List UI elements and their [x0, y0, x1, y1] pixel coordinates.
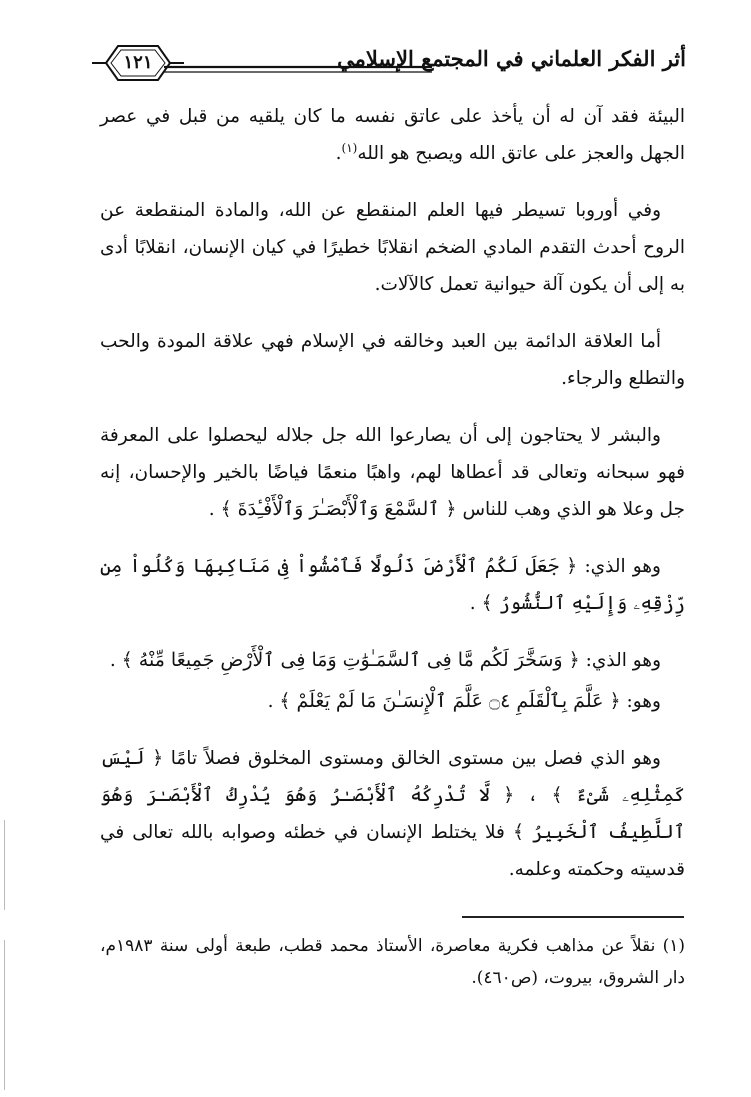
paragraph-7: وهو: ﴿ عَلَّمَ بِٱلْقَلَمِ ۝٤ عَلَّمَ ٱلْإِنسَـٰنَ مَا لَمْ يَعْلَمْ ﴾ . [267, 690, 661, 712]
page-number: ١٢١ [123, 52, 153, 73]
paragraph-3: أما العلاقة الدائمة بين العبد وخالقه في الإسلام فهي علاقة المودة والحب والتطلع والرجاء. [100, 331, 685, 389]
running-title: أثر الفكر العلماني في المجتمع الإسلامي [337, 46, 686, 71]
paragraph-1: البيئة فقد آن له أن يأخذ على عاتق نفسه ما كان يلقيه من قبل في عصر الجهل والعجز على عاتق الله ويصبح هو الله$^{(١)}$. [100, 106, 685, 164]
page-header [92, 40, 692, 90]
paragraph-6: وهو الذي: ﴿ وَسَخَّرَ لَكُم مَّا فِى ٱلسَّمَـٰوَٰتِ وَمَا فِى ٱلْأَرْضِ جَمِيعًا مِّنْهُ ﴾ . [109, 649, 661, 671]
quran-verse: ﴿ جَعَلَ لَكُمُ ٱلْأَرْضَ ذَلُولًا فَٱمْشُواْ فِى مَنَاكِبِهَا وَكُلُواْ مِن رِّزْقِهِۦ وَإِلَيْهِ ٱلنُّشُورُ ﴾ [100, 555, 685, 614]
footnote-separator [462, 916, 684, 918]
footnote-reference: (١) [341, 140, 358, 155]
quran-verse: ﴿ ٱلسَّمْعَ وَٱلْأَبْصَـٰرَ وَٱلْأَفْـِٔدَةَ ﴾ [220, 498, 457, 520]
quran-verse: ﴿ وَسَخَّرَ لَكُم مَّا فِى ٱلسَّمَـٰوَٰتِ وَمَا فِى ٱلْأَرْضِ جَمِيعًا مِّنْهُ ﴾ [121, 649, 580, 671]
paragraph-2: وفي أوروبا تسيطر فيها العلم المنقطع عن الله، والمادة المنقطعة عن الروح أحدث التقدم المادي الضخم انقلابًا خطيرًا في كيان الإنسان، انقلابًا أدى به إلى أن يكون آلة حيوانية تعمل كالآلات. [100, 200, 685, 295]
header-rule [164, 64, 692, 78]
scan-margin-line [4, 820, 5, 910]
paragraph-4: والبشر لا يحتاجون إلى أن يصارعوا الله جل جلاله ليحصلوا على المعرفة فهو سبحانه وتعالى قد أعطاها لهم، واهبًا منعمًا فياضًا بالخير والإحسان، إنه جل وعلا هو الذي وهب للناس ﴿ ٱلسَّمْعَ وَٱلْأَبْصَـٰرَ وَٱلْأَفْـِٔدَةَ ﴾ . [100, 425, 685, 520]
page-number-frame [92, 40, 184, 86]
quran-verse: ﴿ عَلَّمَ بِٱلْقَلَمِ ۝٤ عَلَّمَ ٱلْإِنسَـٰنَ مَا لَمْ يَعْلَمْ ﴾ [279, 690, 621, 712]
quran-verse: ﴿ لَيْسَ كَمِثْلِهِۦ شَىْءٌ ﴾ ، ﴿ لَّا تُدْرِكُهُ ٱلْأَبْصَـٰرُ وَهُوَ يُدْرِكُ ٱلْأَبْصَـٰرَ وَهُوَ ٱللَّطِيفُ ٱلْخَبِيرُ ﴾ [100, 747, 685, 843]
paragraph-8: وهو الذي فصل بين مستوى الخالق ومستوى المخلوق فصلاً تامًا ﴿ لَيْسَ كَمِثْلِهِۦ شَىْءٌ ﴾ ، ﴿ لَّا تُدْرِكُهُ ٱلْأَبْصَـٰرُ وَهُوَ يُدْرِكُ ٱلْأَبْصَـٰرَ وَهُوَ ٱللَّطِيفُ ٱلْخَبِيرُ ﴾ فلا يختلط الإنسان في خطئه وصوابه بالله تعالى في قدسيته وحكمته وعلمه. [100, 747, 685, 880]
footnote: (١) نقلاً عن مذاهب فكرية معاصرة، الأستاذ محمد قطب، طبعة أولى سنة ١٩٨٣م، دار الشروق، بيروت، (ص٤٦٠). [100, 936, 685, 988]
scan-margin-line [4, 940, 5, 1090]
paragraph-5: وهو الذي: ﴿ جَعَلَ لَكُمُ ٱلْأَرْضَ ذَلُولًا فَٱمْشُواْ فِى مَنَاكِبِهَا وَكُلُواْ مِن رِّزْقِهِۦ وَإِلَيْهِ ٱلنُّشُورُ ﴾ . [100, 555, 685, 614]
body-text [100, 98, 685, 908]
